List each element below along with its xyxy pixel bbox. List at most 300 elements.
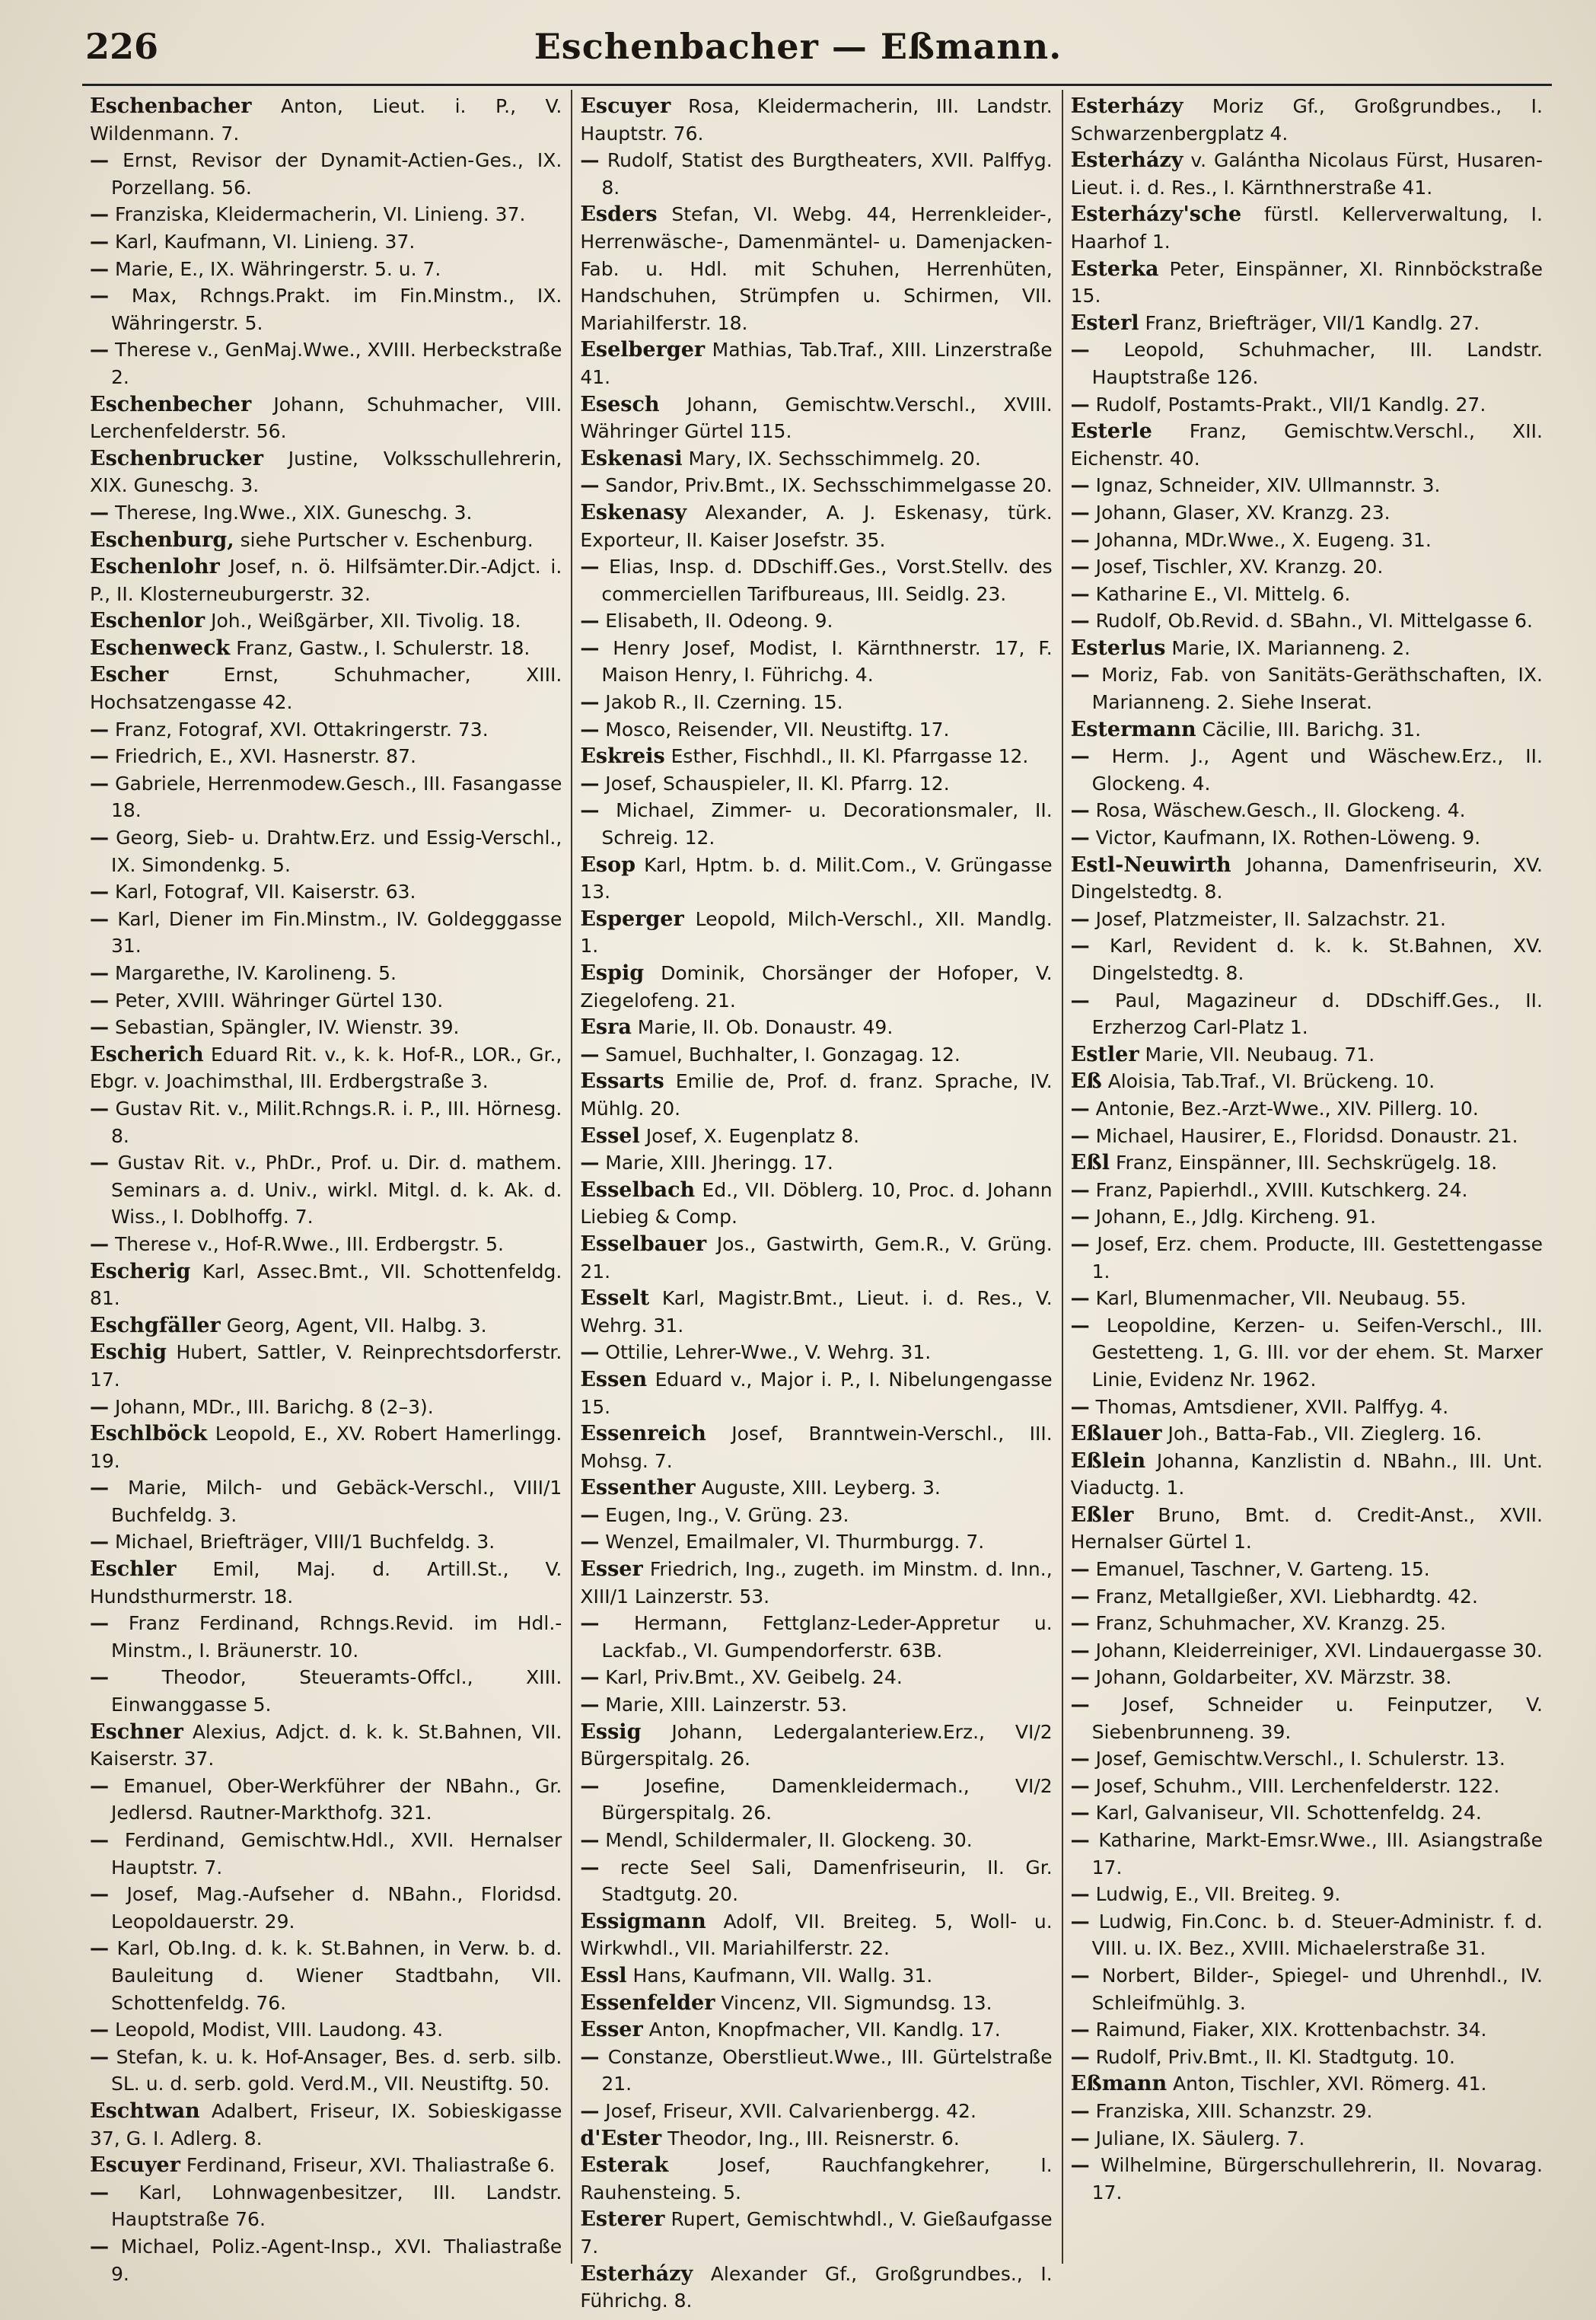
entry-surname: —: [580, 718, 600, 741]
entry-details: Anton, Lieut. i. P., V. Wildenmann. 7.: [90, 95, 562, 145]
entry-details: Mathias, Tab.Traf., XIII. Linzerstraße 41.: [580, 339, 1053, 388]
entry-surname: Eselberger: [580, 338, 706, 362]
directory-entry: [1071, 1556, 1543, 1583]
directory-entry: [1071, 1691, 1543, 1745]
entry-surname: —: [580, 610, 600, 633]
directory-entry: [1071, 201, 1543, 255]
entry-details: Karl, Diener im Fin.Minstm., IV. Goldegggasse 31.: [111, 907, 562, 958]
directory-entry: [1071, 581, 1543, 608]
entry-surname: —: [1070, 907, 1090, 930]
directory-entry: [90, 878, 562, 906]
entry-details: Herm. J., Agent und Wäschew.Erz., II. Glockeng. 4.: [1091, 745, 1543, 795]
entry-details: Norbert, Bilder-, Spiegel- und Uhrenhdl., IV. Schleifmühlg. 3.: [1091, 1964, 1543, 2014]
directory-entry: [1071, 553, 1543, 581]
directory-entry: [1071, 661, 1543, 715]
directory-entry: [1071, 2125, 1543, 2153]
entry-details: Jos., Gastwirth, Gem.R., V. Grüng. 21.: [580, 1232, 1053, 1283]
entry-surname: Esterl: [1070, 311, 1139, 335]
entry-surname: —: [90, 1612, 109, 1635]
entry-details: Elisabeth, II. Odeong. 9.: [605, 610, 833, 633]
entry-details: Leopold, Milch-Verschl., XII. Mandlg. 1.: [580, 907, 1053, 958]
entry-details: Stefan, VI. Webg. 44, Herrenkleider-, Herrenwäsche-, Damenmäntel- u. Damenjacken-Fab. u. Hdl. mit Schuhen, Herrenhüten, Handschuhen, Strümpfen u. Schirmen, VII. Mariahilferstr. 18.: [580, 203, 1053, 334]
directory-entry: [1071, 1177, 1543, 1204]
entry-surname: Eskenasy: [580, 500, 687, 524]
entry-details: Johann, E., Jdlg. Kircheng. 91.: [1095, 1206, 1377, 1229]
entry-details: Emanuel, Ober-Werkführer der NBahn., Gr. Jedlersd. Rautner-Markthofg. 321.: [111, 1774, 562, 1824]
entry-surname: Eßmann: [1070, 2072, 1168, 2096]
directory-entry: [90, 1827, 562, 1881]
entry-details: Karl, Blumenmacher, VII. Neubaug. 55.: [1095, 1287, 1467, 1310]
entry-details: Karl, Magistr.Bmt., Lieut. i. d. Res., V. Wehrg. 31.: [580, 1287, 1053, 1337]
directory-entry: [580, 852, 1052, 906]
directory-entry: [1071, 391, 1543, 419]
entry-surname: —: [1070, 2154, 1090, 2177]
directory-entry: [90, 987, 562, 1015]
entry-surname: —: [580, 1503, 600, 1526]
entry-surname: Esders: [580, 202, 658, 227]
directory-entry: [580, 2152, 1052, 2206]
entry-surname: Eschlböck: [90, 1422, 208, 1446]
entry-details: Franz, Papierhdl., XVIII. Kutschkerg. 24.: [1095, 1178, 1468, 1201]
directory-entry: [90, 1528, 562, 1556]
entry-surname: —: [90, 827, 109, 849]
directory-entry: [580, 1908, 1052, 1962]
entry-surname: Eßlauer: [1070, 1422, 1162, 1446]
entry-details: Johanna, Kanzlistin d. NBahn., III. Unt. Viaductg. 1.: [1070, 1449, 1543, 1499]
directory-entry: [1071, 635, 1543, 662]
entry-surname: —: [1070, 1232, 1090, 1255]
entry-surname: —: [580, 1829, 600, 1851]
entry-surname: —: [90, 1097, 109, 1120]
entry-details: Rosa, Wäschew.Gesch., II. Glockeng. 4.: [1095, 799, 1466, 822]
directory-entry: [1071, 2016, 1543, 2044]
directory-entry: [1071, 1745, 1543, 1773]
entry-details: Michael, Zimmer- u. Decorationsmaler, II. Schreig. 12.: [601, 799, 1053, 849]
entry-details: Ludwig, E., VII. Breiteg. 9.: [1095, 1883, 1341, 1906]
directory-entry: [90, 1773, 562, 1827]
entry-details: Josef, X. Eugenplatz 8.: [645, 1124, 860, 1147]
entry-details: Johann, Glaser, XV. Kranzg. 23.: [1095, 501, 1391, 524]
directory-entry: [580, 1990, 1052, 2017]
entry-details: Ludwig, Fin.Conc. b. d. Steuer-Administr. f. d. VIII. u. IX. Bez., XVIII. Michaelerstraße 31.: [1091, 1910, 1543, 1960]
entry-surname: Escherig: [90, 1259, 191, 1283]
entry-details: Emanuel, Taschner, V. Garteng. 15.: [1095, 1558, 1430, 1581]
entry-details: Eduard v., Major i. P., I. Nibelungengasse 15.: [580, 1368, 1053, 1418]
entry-details: Johanna, Damenfriseurin, XV. Dingelstedtg. 8.: [1070, 853, 1543, 903]
entry-details: Franz, Metallgießer, XVI. Liebhardtg. 42.: [1095, 1585, 1478, 1608]
directory-entry: [1071, 797, 1543, 824]
entry-details: Friedrich, E., XVI. Hasnerstr. 87.: [114, 745, 416, 768]
directory-entry: [90, 1719, 562, 1773]
running-head: Eschenbacher — Eßmann.: [534, 26, 1062, 67]
entry-details: Josef, Branntwein-Verschl., III. Mohsg. 7.: [580, 1423, 1053, 1472]
entry-surname: Esesch: [580, 392, 660, 416]
entry-details: Adolf, VII. Breiteg. 5, Woll- u. Wirkwhdl., VII. Mariahilferstr. 22.: [580, 1910, 1053, 1960]
directory-entry: [580, 1664, 1052, 1691]
entry-surname: Eßler: [1070, 1503, 1134, 1527]
directory-entry: [1071, 716, 1543, 744]
entry-surname: —: [580, 1043, 600, 1066]
directory-entry: [580, 391, 1052, 445]
entry-surname: —: [90, 2181, 109, 2204]
directory-entry: [90, 2233, 562, 2287]
entry-surname: —: [1070, 935, 1090, 958]
entry-details: Franziska, XIII. Schanzstr. 29.: [1095, 2099, 1373, 2122]
entry-surname: —: [1070, 1206, 1090, 1229]
entry-details: Victor, Kaufmann, IX. Rothen-Löweng. 9.: [1095, 827, 1481, 849]
directory-entry: [90, 824, 562, 878]
entry-details: Leopoldine, Kerzen- u. Seifen-Verschl., III. Gestetteng. 1, G. III. vor der ehem. St. Marxer Linie, Evidenz Nr. 1962.: [1091, 1314, 1543, 1391]
directory-entry: [1071, 2044, 1543, 2071]
entry-details: Marie, II. Ob. Donaustr. 49.: [637, 1016, 894, 1039]
entry-surname: —: [90, 2235, 109, 2258]
directory-entry: [1071, 1420, 1543, 1448]
entry-surname: —: [580, 1341, 600, 1364]
entry-surname: —: [580, 1694, 600, 1716]
entry-details: Michael, Poliz.-Agent-Insp., XVI. Thaliastraße 9.: [111, 2235, 562, 2285]
entry-surname: —: [1070, 989, 1090, 1012]
entry-surname: —: [1070, 827, 1090, 849]
entry-details: Rudolf, Postamts-Prakt., VII/1 Kandlg. 27.: [1095, 393, 1486, 416]
directory-entry: [580, 716, 1052, 744]
directory-entry: [1071, 1664, 1543, 1691]
directory-entry: [1071, 852, 1543, 906]
directory-entry: [580, 1149, 1052, 1177]
entry-details: Georg, Sieb- u. Drahtw.Erz. und Essig-Verschl., IX. Simondenkg. 5.: [111, 827, 562, 876]
entry-surname: Eßl: [1070, 1151, 1110, 1175]
entry-details: Marie, E., IX. Währingerstr. 5. u. 7.: [114, 257, 441, 280]
entry-surname: —: [1070, 2019, 1090, 2041]
entry-surname: Eschtwan: [90, 2099, 200, 2123]
entry-surname: —: [1070, 556, 1090, 578]
directory-entry: [580, 2044, 1052, 2098]
column-left: [82, 90, 571, 2285]
directory-entry: [580, 1123, 1052, 1150]
entry-surname: Escuyer: [580, 94, 671, 118]
directory-entry: [90, 607, 562, 635]
entry-details: Alexius, Adjct. d. k. k. St.Bahnen, VII. Kaiserstr. 37.: [90, 1720, 562, 1770]
entry-surname: —: [580, 149, 600, 172]
entry-surname: —: [580, 2099, 600, 2122]
entry-surname: —: [1070, 1585, 1090, 1608]
entry-surname: —: [1070, 1097, 1090, 1120]
directory-entry: [90, 1095, 562, 1149]
entry-details: Ottilie, Lehrer-Wwe., V. Wehrg. 31.: [605, 1341, 932, 1364]
directory-entry: [1071, 310, 1543, 337]
entry-details: Friedrich, Ing., zugeth. im Minstm. d. Inn., XIII/1 Lainzerstr. 53.: [580, 1558, 1053, 1608]
entry-surname: —: [580, 1856, 600, 1879]
entry-details: Katharine, Markt-Emsr.Wwe., III. Asiangstraße 17.: [1091, 1829, 1543, 1879]
entry-details: Josef, Schuhm., VIII. Lerchenfelderstr. 122.: [1095, 1774, 1500, 1797]
entry-details: Rudolf, Ob.Revid. d. SBahn., VI. Mittelgasse 6.: [1095, 610, 1533, 633]
entry-details: Raimund, Fiaker, XIX. Krottenbachstr. 34.: [1095, 2019, 1487, 2041]
directory-entry: [1071, 987, 1543, 1041]
directory-entry: [580, 201, 1052, 336]
entry-surname: —: [1070, 745, 1090, 768]
entry-details: Karl, Assec.Bmt., VII. Schottenfeldg. 81.: [90, 1260, 562, 1310]
entry-details: Josef, Mag.-Aufseher d. NBahn., Floridsd. Leopoldauerstr. 29.: [111, 1883, 562, 1933]
entry-details: Sebastian, Spängler, IV. Wienstr. 39.: [114, 1016, 460, 1039]
entry-details: Rupert, Gemischtwhdl., V. Gießaufgasse 7.: [580, 2208, 1053, 2258]
entry-details: Leopold, E., XV. Robert Hamerlingg. 19.: [90, 1423, 562, 1472]
entry-details: Thomas, Amtsdiener, XVII. Palffyg. 4.: [1095, 1395, 1449, 1418]
entry-details: Josef, Schneider u. Feinputzer, V. Siebenbrunneng. 39.: [1091, 1694, 1543, 1743]
entry-surname: —: [90, 907, 109, 930]
directory-entry: [580, 1285, 1052, 1339]
directory-entry: [90, 445, 562, 499]
entry-surname: —: [1070, 1910, 1090, 1933]
entry-surname: —: [90, 2045, 109, 2068]
entry-surname: Essenfelder: [580, 1990, 715, 2015]
entry-details: Therese v., GenMaj.Wwe., XVIII. Herbeckstraße 2.: [111, 339, 562, 388]
directory-entry: [1071, 2152, 1543, 2206]
entry-surname: —: [90, 1883, 109, 1906]
entry-details: Cäcilie, III. Barichg. 31.: [1202, 718, 1422, 741]
directory-entry: [580, 445, 1052, 473]
entry-details: Josefine, Damenkleidermach., VI/2 Bürgerspitalg. 26.: [601, 1774, 1053, 1824]
entry-surname: Eßlein: [1070, 1448, 1146, 1473]
entry-details: Gabriele, Herrenmodew.Gesch., III. Fasangasse 18.: [111, 772, 562, 822]
entry-details: Georg, Agent, VII. Halbg. 3.: [226, 1314, 487, 1337]
entry-surname: Esterházy: [1070, 94, 1183, 118]
directory-entry: [1071, 1881, 1543, 1908]
directory-entry: [580, 1691, 1052, 1719]
directory-entry: [1071, 1610, 1543, 1637]
entry-details: Franz, Gemischtw.Verschl., XII. Eichenstr. 40.: [1070, 420, 1543, 470]
directory-entry: [580, 743, 1052, 770]
entry-details: Rudolf, Statist des Burgtheaters, XVII. Palffyg. 8.: [601, 149, 1053, 199]
entry-details: Elias, Insp. d. DDschiff.Ges., Vorst.Stellv. des commerciellen Tarifbureaus, III. Seidlg. 23.: [601, 556, 1053, 605]
entry-surname: Esterházy'sche: [1070, 202, 1242, 227]
directory-entry: [1071, 932, 1543, 986]
entry-surname: Esterházy: [580, 2261, 693, 2286]
directory-entry: [90, 1149, 562, 1231]
directory-entry: [1071, 1583, 1543, 1611]
entry-details: Moriz Gf., Großgrundbes., I. Schwarzenbergplatz 4.: [1070, 95, 1543, 145]
entry-surname: —: [90, 339, 109, 362]
directory-entry: [1071, 256, 1543, 310]
directory-entry: [90, 1881, 562, 1935]
directory-entry: [90, 553, 562, 607]
page-number: 226: [85, 26, 159, 67]
entry-surname: —: [580, 1666, 600, 1689]
entry-details: Ed., VII. Döblerg. 10, Proc. d. Johann Liebieg & Comp.: [580, 1178, 1053, 1229]
entry-details: Hubert, Sattler, V. Reinprechtsdorferstr. 17.: [90, 1341, 562, 1391]
entry-surname: Eschenbecher: [90, 392, 252, 416]
entry-details: Rudolf, Priv.Bmt., II. Kl. Stadtgutg. 10.: [1095, 2045, 1455, 2068]
entry-surname: —: [90, 501, 109, 524]
entry-surname: Eschenweck: [90, 636, 231, 660]
directory-entry: [580, 2206, 1052, 2260]
entry-surname: —: [1070, 1694, 1090, 1716]
entry-surname: —: [90, 2019, 109, 2041]
entry-details: Peter, XVIII. Währinger Gürtel 130.: [114, 989, 444, 1012]
column-middle: [571, 90, 1061, 2312]
entry-details: Marie, XIII. Jheringg. 17.: [605, 1152, 833, 1174]
directory-entry: [90, 1312, 562, 1340]
entry-surname: —: [1070, 1829, 1090, 1851]
directory-entry: [90, 147, 562, 201]
directory-entry: [90, 2179, 562, 2233]
entry-details: Max, Rchngs.Prakt. im Fin.Minstm., IX. Währingerstr. 5.: [111, 285, 562, 334]
entry-surname: Esser: [580, 1557, 643, 1582]
entry-details: Emilie de, Prof. d. franz. Sprache, IV. Mühlg. 20.: [580, 1070, 1053, 1120]
entry-details: Johanna, MDr.Wwe., X. Eugeng. 31.: [1095, 528, 1432, 551]
entry-surname: —: [90, 745, 109, 768]
entry-surname: Escuyer: [90, 2153, 180, 2178]
entry-surname: Esterle: [1070, 419, 1152, 444]
directory-entry: [1071, 499, 1543, 527]
directory-entry: [90, 1420, 562, 1474]
entry-details: Anton, Tischler, XVI. Römerg. 41.: [1173, 2073, 1487, 2095]
directory-entry: [580, 1366, 1052, 1420]
entry-details: Josef, Gemischtw.Verschl., I. Schulerstr. 13.: [1095, 1748, 1505, 1770]
entry-details: Marie, IX. Marianneng. 2.: [1171, 636, 1411, 659]
directory-entry: [1071, 906, 1543, 933]
entry-surname: —: [580, 556, 600, 578]
directory-entry: [580, 2016, 1052, 2044]
entry-details: Franz, Einspänner, III. Sechskrügelg. 18.: [1115, 1152, 1498, 1174]
entry-details: Henry Josef, Modist, I. Kärnthnerstr. 17, F. Maison Henry, I. Führichg. 4.: [601, 636, 1053, 687]
entry-details: Wilhelmine, Bürgerschullehrerin, II. Novarag. 17.: [1091, 2154, 1543, 2204]
directory-entry: [90, 770, 562, 824]
entry-details: Mary, IX. Sechsschimmelg. 20.: [688, 447, 981, 470]
directory-entry: [1071, 1827, 1543, 1881]
entry-surname: Esterer: [580, 2207, 665, 2232]
entry-surname: —: [1070, 1124, 1090, 1147]
entry-details: Gustav Rit. v., PhDr., Prof. u. Dir. d. mathem. Seminars a. d. Univ., wirkl. Mitgl. d. k. Ak. d. Wiss., I. Doblhoffg. 7.: [111, 1152, 562, 1229]
directory-entry: [90, 2044, 562, 2098]
entry-details: Ernst, Schuhmacher, XIII. Hochsatzengasse 42.: [90, 664, 562, 714]
directory-entry: [90, 527, 562, 554]
directory-entry: [580, 1420, 1052, 1474]
entry-surname: Espig: [580, 961, 645, 985]
entry-details: Ferdinand, Friseur, XVI. Thaliastraße 6.: [186, 2154, 556, 2177]
entry-surname: —: [1070, 1639, 1090, 1662]
entry-details: Alexander Gf., Großgrundbes., I. Führichg. 8.: [580, 2262, 1053, 2312]
entry-surname: —: [1070, 1612, 1090, 1635]
directory-entry: [90, 743, 562, 770]
entry-details: Michael, Hausirer, E., Floridsd. Donaustr. 21.: [1095, 1124, 1518, 1147]
directory-entry: [1071, 1203, 1543, 1231]
entry-details: Karl, Ob.Ing. d. k. k. St.Bahnen, in Verw. b. d. Bauleitung d. Wiener Stadtbahn, VII. Schottenfeldg. 76.: [111, 1937, 562, 2014]
entry-surname: —: [1070, 1802, 1090, 1824]
entry-details: v. Galántha Nicolaus Fürst, Husaren-Lieut. i. d. Res., I. Kärnthnerstraße 41.: [1070, 149, 1543, 199]
directory-entry: [580, 2261, 1052, 2315]
entry-details: Joh., Batta-Fab., VII. Zieglerg. 16.: [1168, 1423, 1483, 1445]
entry-details: Ferdinand, Gemischtw.Hdl., XVII. Hernalser Hauptstr. 7.: [111, 1829, 562, 1879]
directory-entry: [1071, 1394, 1543, 1421]
directory-entry: [580, 689, 1052, 716]
entry-surname: —: [90, 1016, 109, 1039]
entry-surname: Eskenasi: [580, 446, 683, 470]
entry-surname: —: [580, 1531, 600, 1554]
directory-entry: [1071, 2098, 1543, 2125]
entry-details: Marie, XIII. Lainzerstr. 53.: [605, 1694, 848, 1716]
entry-details: Johann, MDr., III. Barichg. 8 (2–3).: [114, 1395, 434, 1418]
directory-entry: [1071, 336, 1543, 390]
directory-entry: [580, 1474, 1052, 1502]
entry-surname: —: [90, 1395, 109, 1418]
entry-details: Franz, Briefträger, VII/1 Kandlg. 27.: [1145, 311, 1480, 334]
entry-details: recte Seel Sali, Damenfriseurin, II. Gr. Stadtgutg. 20.: [601, 1856, 1053, 1906]
directory-entry: [580, 1502, 1052, 1529]
directory-entry: [1071, 1312, 1543, 1394]
entry-surname: —: [580, 474, 600, 497]
entry-details: Therese, Ing.Wwe., XIX. Guneschg. 3.: [114, 501, 473, 524]
directory-entry: [580, 1231, 1052, 1285]
columns: [82, 90, 1552, 2312]
directory-entry: [580, 1962, 1052, 1990]
entry-details: Leopold, Modist, VIII. Laudong. 43.: [114, 2019, 444, 2041]
entry-details: Josef, Schauspieler, II. Kl. Pfarrg. 12.: [605, 772, 950, 795]
entry-details: Josef, Tischler, XV. Kranzg. 20.: [1095, 556, 1384, 578]
entry-surname: Esselbauer: [580, 1232, 707, 1256]
entry-surname: —: [1070, 1395, 1090, 1418]
entry-details: Margarethe, IV. Karolineng. 5.: [114, 962, 397, 984]
directory-entry: [1071, 1908, 1543, 1962]
directory-entry: [90, 201, 562, 228]
directory-entry: [580, 1827, 1052, 1854]
entry-surname: Essel: [580, 1123, 640, 1148]
entry-details: Franziska, Kleidermacherin, VI. Linieng. 37.: [114, 203, 526, 226]
directory-entry: [90, 960, 562, 987]
directory-entry: [1071, 2070, 1543, 2098]
directory-entry: [580, 1339, 1052, 1366]
directory-entry: [1071, 1068, 1543, 1095]
entry-surname: —: [1070, 528, 1090, 551]
directory-entry: [90, 2098, 562, 2152]
entry-surname: Essenther: [580, 1476, 696, 1500]
entry-surname: —: [1070, 1774, 1090, 1797]
entry-details: Wenzel, Emailmaler, VI. Thurmburgg. 7.: [605, 1531, 985, 1554]
entry-details: Johann, Gemischtw.Verschl., XVIII. Währinger Gürtel 115.: [580, 393, 1053, 443]
entry-details: Josef, Friseur, XVII. Calvarienbergg. 42.: [605, 2099, 976, 2122]
directory-entry: [90, 661, 562, 715]
entry-surname: —: [90, 149, 109, 172]
entry-details: Justine, Volksschullehrerin, XIX. Guneschg. 3.: [90, 447, 562, 497]
entry-details: Karl, Galvaniseur, VII. Schottenfeldg. 24.: [1095, 1802, 1482, 1824]
entry-surname: —: [1070, 1666, 1090, 1689]
directory-entry: [580, 1041, 1052, 1069]
entry-details: fürstl. Kellerverwaltung, I. Haarhof 1.: [1070, 203, 1543, 253]
directory-entry: [90, 1231, 562, 1258]
entry-surname: —: [1070, 610, 1090, 633]
entry-details: Alexander, A. J. Eskenasy, türk. Exporteur, II. Kaiser Josefstr. 35.: [580, 501, 1053, 551]
directory-entry: [1071, 1123, 1543, 1150]
entry-surname: Esperger: [580, 907, 684, 931]
directory-entry: [90, 1935, 562, 2016]
entry-surname: Esop: [580, 852, 636, 877]
entry-surname: —: [1070, 2127, 1090, 2150]
entry-surname: —: [90, 285, 109, 308]
directory-entry: [1071, 1095, 1543, 1123]
directory-entry: [90, 906, 562, 960]
entry-details: Karl, Revident d. k. k. St.Bahnen, XV. Dingelstedtg. 8.: [1091, 935, 1543, 984]
entry-surname: Estl-Neuwirth: [1070, 852, 1231, 877]
entry-details: Vincenz, VII. Sigmundsg. 13.: [721, 1991, 992, 2014]
directory-entry: [580, 1014, 1052, 1041]
entry-details: Eugen, Ing., V. Grüng. 23.: [605, 1503, 849, 1526]
directory-entry: [1071, 472, 1543, 499]
directory-entry: [90, 282, 562, 336]
directory-entry: [90, 336, 562, 390]
directory-entry: [580, 553, 1052, 607]
entry-surname: Esra: [580, 1015, 632, 1040]
entry-surname: —: [580, 2045, 600, 2068]
directory-entry: [580, 336, 1052, 390]
entry-surname: —: [1070, 799, 1090, 822]
